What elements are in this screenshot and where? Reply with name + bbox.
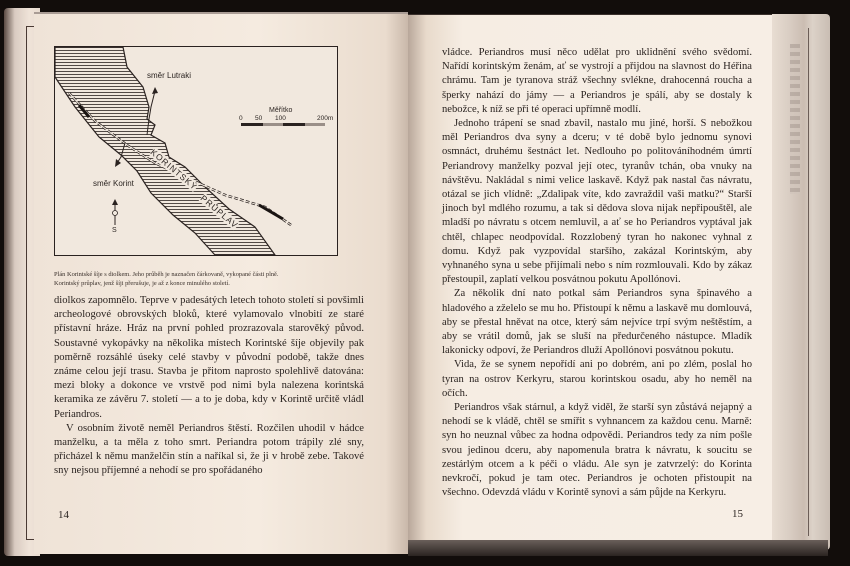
- label-canal-word-1: KORINTSKÝ: [148, 147, 200, 193]
- label-direction-korint: směr Korint: [93, 179, 134, 188]
- bottom-shadow: [408, 540, 828, 556]
- isthmus-map: [55, 47, 337, 255]
- paragraph: Jednoho trápení se snad zbavil, nastalo mu jiné, horší. S nebožkou měl Periandros dva syny a dceru; v té době bylo jednomu synovi osmnáct, druhému šestnáct let. Nedlouho po politováníhodném úmrtí Periandrovy manželky pozval její otec, tyranův tchán, oba vnuky na návštěvu. Nakládal s nimi velice laskavě. Když pak nastal čas návratu, otázal se jich vlídně: „Zdalipak víte, kdo zavraždil vaši matku?“ Starší jinoch byl mdlého rozumu, a tak si dědova slova nijak nepřipouštěl, ale mladší po návratu s otcem nemluvil, a ať se ho Periandros vyptával jak chtěl, chlapec neodpovídal. Rozzlobený tyran ho nakonec vyhnal z domu. Když pak vyzpovídal staršího, zakázal Korintským, aby vyhnaného syna u sebe přijímali nebo s ním rozmlouvali. Kdo by zákaz přestoupil, zaplatí velkou posvátnou pokutu Apollónovi.: [442, 118, 752, 286]
- arrow-lutraki: [152, 87, 158, 94]
- map-figure: [54, 46, 338, 256]
- scale-bar: [241, 123, 325, 126]
- right-page-body: [442, 46, 752, 501]
- compass-label: S: [112, 227, 117, 234]
- label-canal-word-2: PRŮPLAV: [198, 193, 241, 231]
- paragraph: diolkos zapomnělo. Teprve v padesátých letech tohoto století si povšimli archeologové obrovských bloků, které vylamovalo vlnobití ze staré přístavní hráze. Hráz na první pohled prozrazovala starověký původ. Soustavné vykopávky na několika místech Korintské šíje objevily pak poměrně rozsáhlé úseky celé stavby v původní podobě, takže dnes známe celou její trasu. Stavba je přitom naprosto spolehlivě datována: mezi bloky a dokonce ve vrstvě pod nimi byla nalezena korintská keramika ze závěru 7. století — a to je doba, kdy v Korintě určitě vládl Periandros.: [54, 295, 364, 420]
- paragraph: Periandros však stárnul, a když viděl, že starší syn zůstává nejapný a nehodí se k vládě, chtěl se smířit s vyhnancem za každou cenu. Marně: syn ho neuznal vůbec za hodna odpovědi. Periandros tedy za ním pošle svou jedinou dceru, aby napomenula bratra k návratu, k soucitu se zestárlým otcem a k péči o vládu. Ale syn je zatvrzelý: do Korinta nevkročí, pokud je tam otec. Periandros je ochoten přistoupit na všechno. Odevzdá vládu v Korintě synovi a sám půjde na Kerkyru.: [442, 402, 752, 499]
- edge-line: [808, 28, 809, 536]
- book-page-edges-right: [772, 14, 830, 550]
- scale-tick-200: 200m: [317, 115, 334, 122]
- compass-arrow: [112, 199, 118, 225]
- paragraph: Vida, že se synem nepořídí ani po dobrém, ani po zlém, poslal ho tyran na ostrov Kerkyru, starou korintskou osadu, aby ho neměl na očích.: [442, 359, 752, 399]
- left-page-body: [54, 294, 364, 479]
- page-number-left: 14: [58, 509, 69, 521]
- arrow-korint: [115, 159, 121, 167]
- scale-title: Měřítko: [269, 107, 293, 114]
- caption-line: Plán Korintské šíje s diolkem. Jeho průběh je naznačen čárkovaně, vykopané části plně.: [54, 271, 279, 278]
- paragraph: vládce. Periandros musí něco udělat pro uklidnění svého svědomí. Nařídí korintským ženám, ať se vystrojí a přijdou na slavnost do Héřina chrámu. Tam je tyranova stráž všechny svlékne, drahocenná roucha a šperky nahází do jámy — a Periandros je spálí, aby se dostaly k nebožce, k níž se při té operaci upřímně modlí.: [442, 47, 752, 115]
- scale-tick-0: 0: [239, 115, 243, 122]
- label-direction-lutraki: směr Lutraki: [147, 71, 192, 80]
- edge-marks: [790, 44, 800, 194]
- figure-caption: [54, 270, 364, 288]
- caption-line: Korintský průplav, jenž šíji přerušuje, je až z konce minulého století.: [54, 280, 230, 287]
- paragraph: V osobním životě neměl Periandros štěstí. Rozčilen uhodil v hádce manželku, a ta měla z toho smrt. Periandra potom trápily zlé sny, přicházel k němu manželčin stín a naříkal si, že ji v hrobě zebe. Takové sny nejsou příjemné a nehodí se pro spořádaného: [54, 422, 364, 477]
- scale-tick-100: 100: [275, 115, 286, 122]
- excavated-section-2: [259, 205, 283, 219]
- page-number-right: 15: [732, 508, 743, 520]
- scale-tick-50: 50: [255, 115, 263, 122]
- paragraph: Za několik dní nato potkal sám Periandros syna špinavého a hladového a zželelo se mu ho. Přistoupí k němu a laskavě mu domlouvá, aby se přestal hněvat na otce, který sám nejvíce trpí svým neštěstím, a aby se vrátil domů, jak se sluší na předurčeného nástupce. Mladík lakonicky odpoví, že Periandros dluží Apollónovi posvátnou pokutu.: [442, 288, 752, 357]
